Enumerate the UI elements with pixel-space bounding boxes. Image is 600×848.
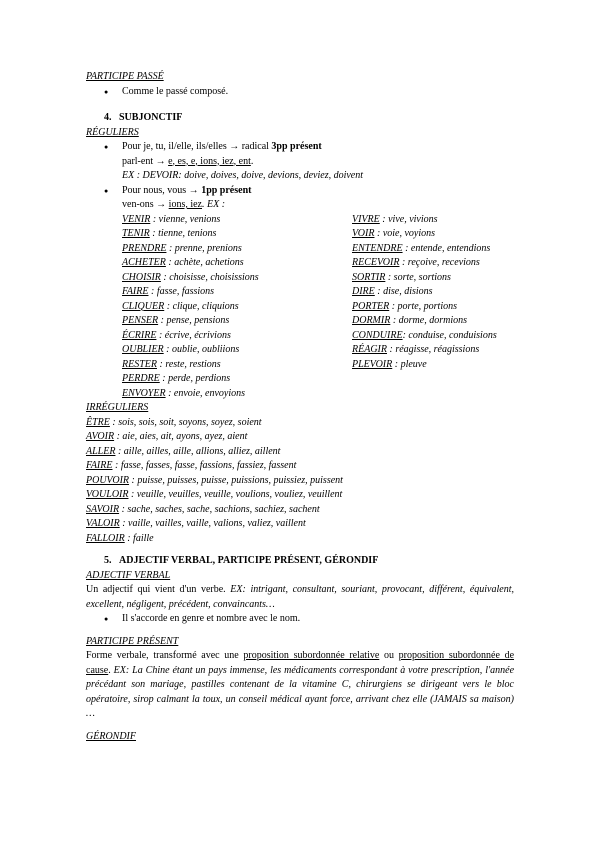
rule1-example bbox=[86, 169, 514, 184]
verb-name: RESTER bbox=[122, 358, 157, 370]
subjonctif-heading bbox=[86, 111, 514, 126]
verb-row bbox=[352, 271, 512, 286]
verb-name: ENVOYER bbox=[122, 387, 166, 399]
verb-row bbox=[122, 213, 352, 228]
verb-row bbox=[122, 285, 352, 300]
verb-row bbox=[122, 343, 352, 358]
verb-forms: : écrive, écrivions bbox=[156, 329, 231, 341]
verb-forms: : conduise, conduisions bbox=[402, 329, 497, 341]
verb-forms: : prenne, prenions bbox=[166, 242, 242, 254]
verb-forms: : faille bbox=[124, 532, 154, 544]
verb-name: VOIR bbox=[352, 228, 375, 239]
verb-name: PRENDRE bbox=[122, 242, 167, 254]
adjectif-definition bbox=[86, 583, 514, 612]
irreguliers-list bbox=[86, 416, 514, 547]
irregular-verb-row bbox=[86, 430, 514, 445]
verb-row bbox=[122, 271, 352, 286]
adjectif-verbal-heading: ADJECTIF VERBAL bbox=[86, 569, 171, 581]
pp-text-2: ou bbox=[379, 650, 399, 661]
verb-name: FALLOIR bbox=[86, 532, 125, 544]
verb-row bbox=[352, 242, 512, 257]
verb-column-left bbox=[122, 213, 352, 402]
section-number: 4. bbox=[104, 112, 112, 123]
adjectif-def-text: Un adjectif qui vient d'un verbe. bbox=[86, 584, 231, 595]
verb-forms: : pense, pensions bbox=[158, 315, 230, 326]
adjectif-heading bbox=[86, 554, 514, 569]
pp-text-3: . bbox=[108, 664, 114, 676]
verb-name: OUBLIER bbox=[122, 344, 164, 355]
verb-name: VALOIR bbox=[86, 518, 120, 529]
verb-forms: : vienne, venions bbox=[150, 213, 221, 225]
irregular-verb-row bbox=[86, 459, 514, 474]
verb-name: ÉCRIRE bbox=[122, 329, 157, 341]
verb-row bbox=[122, 300, 352, 315]
verb-name: PERDRE bbox=[122, 373, 160, 384]
participe-present-heading: PARTICIPE PRÉSENT bbox=[86, 635, 179, 647]
section-title: ADJECTIF VERBAL, PARTICIPE PRÉSENT, GÉRONDIF bbox=[119, 555, 379, 566]
irregular-verb-row bbox=[86, 488, 514, 503]
verb-forms: : aille, ailles, aille, allions, alliez, aillent bbox=[115, 445, 281, 457]
rule2-endings-underlined: ions, iez bbox=[168, 199, 202, 210]
rule1-endings-underlined: e, es, e, ions, iez, ent bbox=[168, 155, 251, 167]
rule1-endings bbox=[86, 155, 514, 170]
irregular-verb-row bbox=[86, 445, 514, 460]
verb-row bbox=[352, 343, 512, 358]
pp-example: EX: La Chine étant un pays immense, les médicaments correspondant à votre prescription, l'année précédant son mariage, pastilles contenant de la vitamine C, chirurgiens se dirigeant vers le bloc opératoire, sirop calmant la toux, un conseil médical ayant force, arrivant chez elle (JAMAIS sa maison) … bbox=[86, 664, 515, 719]
irregular-verb-row bbox=[86, 474, 514, 489]
verb-name: POUVOIR bbox=[86, 474, 130, 486]
pp-text-1: Forme verbale, transformé avec une bbox=[86, 650, 244, 661]
verb-row bbox=[352, 213, 512, 228]
verb-forms: : oublie, oubliions bbox=[163, 344, 240, 355]
verb-name: VIVRE bbox=[352, 213, 380, 225]
rule1-text: Pour je, tu, il/elle, ils/elles → radical bbox=[122, 141, 272, 152]
verb-forms: : choisisse, choisissions bbox=[160, 271, 259, 283]
verb-name: TENIR bbox=[122, 228, 150, 239]
verb-forms: : pleuve bbox=[392, 358, 427, 370]
verb-forms: : entende, entendions bbox=[402, 242, 491, 254]
verb-name: PORTER bbox=[352, 300, 390, 312]
verb-row bbox=[352, 256, 512, 271]
rule2-ex-label: . EX : bbox=[202, 199, 226, 210]
verb-forms: : dise, disions bbox=[374, 286, 433, 297]
verb-forms: : tienne, tenions bbox=[149, 228, 217, 239]
verb-name: CLIQUER bbox=[122, 300, 165, 312]
pp-relative: proposition subordonnée relative bbox=[243, 650, 380, 661]
irreguliers-heading: IRRÉGULIERS bbox=[86, 402, 149, 413]
irregular-verb-row bbox=[86, 532, 514, 547]
verb-forms: : sorte, sortions bbox=[385, 271, 451, 283]
verb-columns bbox=[86, 213, 514, 402]
verb-row bbox=[122, 358, 352, 373]
verb-row bbox=[352, 358, 512, 373]
verb-name: FAIRE bbox=[86, 460, 113, 471]
irregular-verb-row bbox=[86, 517, 514, 532]
verb-name: ALLER bbox=[86, 445, 116, 457]
verb-name: DIRE bbox=[352, 286, 375, 297]
verb-row bbox=[122, 314, 352, 329]
rule1-bold: 3pp présent bbox=[271, 141, 322, 152]
verb-forms: : puisse, puisses, puisse, puissions, puissiez, puissent bbox=[129, 474, 343, 486]
rule1-example-forms: : doive, doives, doive, devions, deviez, doivent bbox=[178, 170, 364, 181]
verb-row bbox=[352, 227, 512, 242]
verb-forms: : reçoive, recevions bbox=[399, 257, 480, 268]
verb-forms: : réagisse, réagissions bbox=[387, 344, 480, 355]
verb-name: DORMIR bbox=[352, 315, 391, 326]
verb-row bbox=[352, 300, 512, 315]
verb-row bbox=[352, 314, 512, 329]
verb-row bbox=[122, 256, 352, 271]
verb-name: FAIRE bbox=[122, 286, 149, 297]
verb-name: CONDUIRE bbox=[352, 329, 403, 341]
verb-forms: : sache, saches, sache, sachions, sachiez, sachent bbox=[119, 503, 320, 515]
verb-name: CHOISIR bbox=[122, 271, 161, 283]
verb-row bbox=[122, 227, 352, 242]
verb-name: AVOIR bbox=[86, 431, 115, 442]
reguliers-heading: RÉGULIERS bbox=[86, 126, 139, 138]
gerondif-heading: GÉRONDIF bbox=[86, 730, 136, 742]
verb-name: RÉAGIR bbox=[352, 344, 387, 355]
verb-row bbox=[122, 372, 352, 387]
rule2-stem: ven-ons → bbox=[122, 199, 169, 210]
verb-name: SORTIR bbox=[352, 271, 386, 283]
rule2-endings bbox=[86, 198, 514, 213]
verb-row bbox=[122, 242, 352, 257]
section-number: 5. bbox=[104, 555, 112, 566]
verb-forms: : achète, achetions bbox=[165, 257, 244, 268]
verb-forms: : sois, sois, soit, soyons, soyez, soient bbox=[109, 416, 262, 428]
verb-forms: : porte, portions bbox=[389, 300, 457, 312]
verb-row bbox=[352, 285, 512, 300]
rule1-period: . bbox=[250, 155, 254, 167]
irregular-verb-row bbox=[86, 503, 514, 518]
rule2-bold: 1pp présent bbox=[201, 184, 252, 196]
verb-forms: : fasse, fasses, fasse, fassions, fassiez, fassent bbox=[112, 460, 297, 471]
verb-forms: : fasse, fassions bbox=[148, 286, 215, 297]
verb-name: ÊTRE bbox=[86, 416, 110, 428]
verb-forms: : vive, vivions bbox=[379, 213, 438, 225]
irregular-verb-row bbox=[86, 416, 514, 431]
verb-forms: : perde, perdions bbox=[159, 373, 231, 384]
verb-forms: : voie, voyions bbox=[374, 228, 436, 239]
document-page bbox=[86, 70, 514, 744]
verb-name: SAVOIR bbox=[86, 503, 120, 515]
verb-name: VENIR bbox=[122, 213, 151, 225]
verb-forms: : veuille, veuilles, veuille, voulions, vouliez, veuillent bbox=[128, 489, 343, 500]
verb-name: PENSER bbox=[122, 315, 159, 326]
adjectif-bullet: ● Il s'accorde en genre et nombre avec le nom. bbox=[86, 612, 514, 627]
participe-passe-heading: PARTICIPE PASSÉ bbox=[86, 71, 164, 82]
verb-name: RECEVOIR bbox=[352, 257, 400, 268]
verb-forms: : vaille, vailles, vaille, valions, valiez, vaillent bbox=[119, 518, 306, 529]
section-title: SUBJONCTIF bbox=[119, 112, 183, 123]
rule1-stem: parl-ent → bbox=[122, 155, 169, 167]
verb-name: VOULOIR bbox=[86, 489, 129, 500]
verb-name: PLEVOIR bbox=[352, 358, 393, 370]
verb-forms: : clique, cliquions bbox=[164, 300, 239, 312]
rule1-example-label: EX : DEVOIR bbox=[122, 170, 179, 181]
verb-forms: : aie, aies, ait, ayons, ayez, aient bbox=[114, 431, 248, 442]
verb-row bbox=[352, 329, 512, 344]
verb-forms: : envoie, envoyions bbox=[165, 387, 246, 399]
rule2-text: Pour nous, vous → bbox=[122, 184, 202, 196]
verb-name: ACHETER bbox=[122, 257, 166, 268]
verb-name: ENTENDRE bbox=[352, 242, 403, 254]
participe-present-definition bbox=[86, 649, 514, 722]
rule2-line bbox=[86, 184, 514, 199]
participe-passe-bullet: ● Comme le passé composé. bbox=[86, 85, 514, 100]
verb-row bbox=[122, 387, 352, 402]
adjectif-def-example: EX: intrigant, consultant, souriant, provocant, différent, équivalent, excellent, négligent, précédent, convaincants… bbox=[86, 584, 514, 610]
verb-row bbox=[122, 329, 352, 344]
pp-cause: proposition subordonnée de cause bbox=[86, 650, 515, 676]
rule1-line bbox=[86, 140, 514, 155]
verb-forms: : reste, restions bbox=[157, 358, 221, 370]
verb-forms: : dorme, dormions bbox=[390, 315, 467, 326]
verb-column-right bbox=[352, 213, 512, 402]
